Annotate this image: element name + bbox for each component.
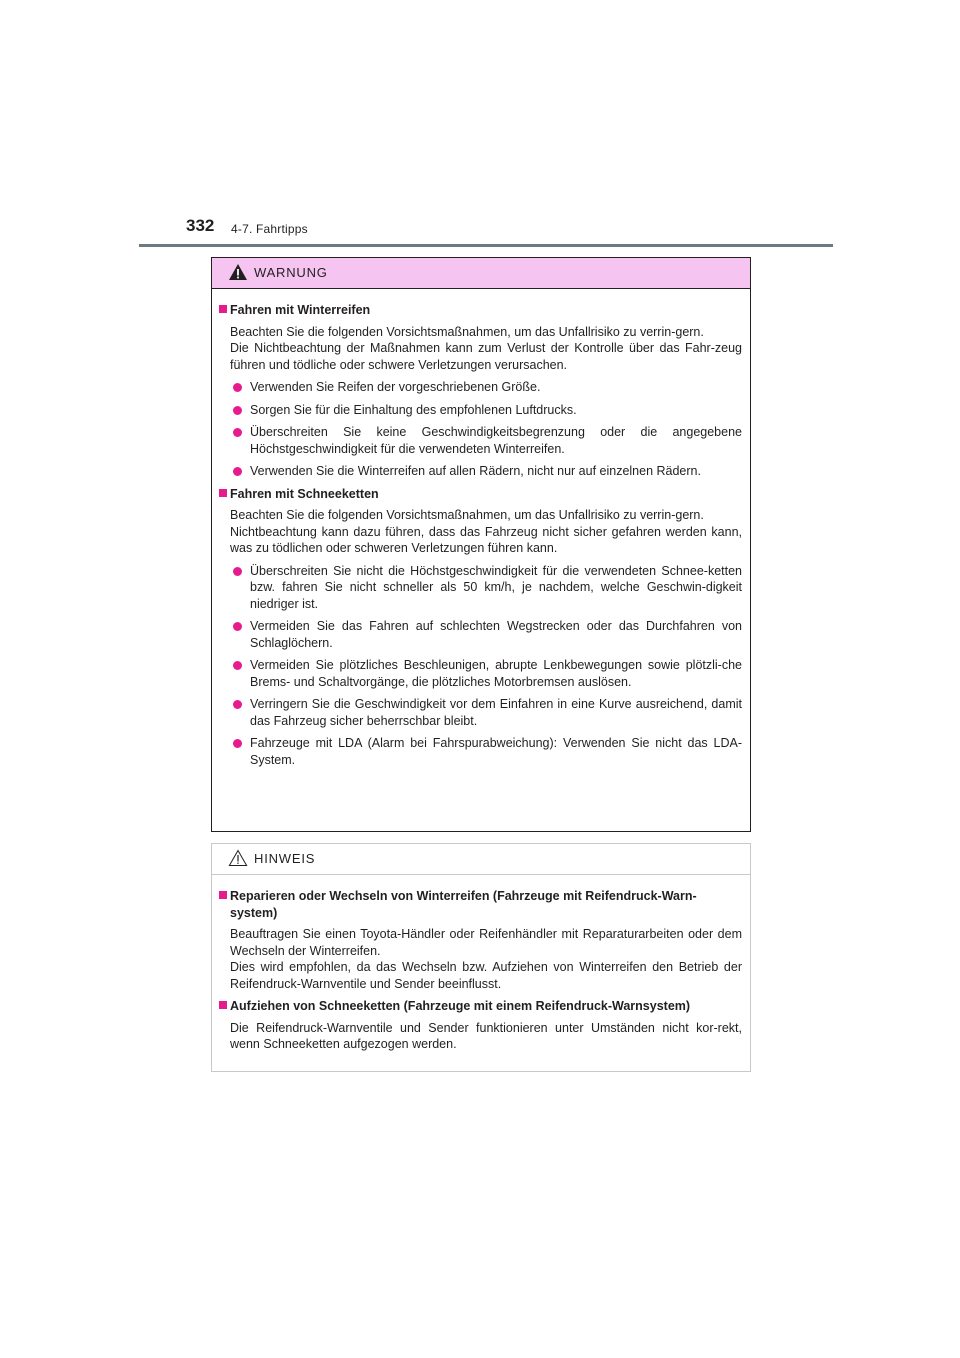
page-header [0,0,960,250]
paragraph: Nichtbeachtung kann dazu führen, dass das Fahrzeug nicht sicher gefahren werden kann, was zu tödlichen oder schweren Verletzungen führen kann. [230,524,742,555]
round-bullet-icon [233,406,242,415]
paragraph: Beachten Sie die folgenden Vorsichtsmaßnahmen, um das Unfallrisiko zu verrin-gern. [230,324,704,339]
round-bullet-icon [233,383,242,392]
square-bullet-icon [219,1001,227,1009]
section-paragraphs [219,1020,742,1053]
warning-header [212,258,750,289]
list-item: Verwenden Sie Reifen der vorgeschriebenen Größe. [219,379,742,396]
warning-triangle-icon [228,263,248,281]
page-number: 332 [186,216,215,235]
bullet-list [219,563,742,769]
paragraph: Die Nichtbeachtung der Maßnahmen kann zum Verlust der Kontrolle über das Fahr-zeug führen und tödliche oder schwere Verletzungen verursachen. [230,341,742,372]
warning-body [212,289,750,768]
section-heading: Fahren mit Winterreifen [219,302,742,319]
list-item: Sorgen Sie für die Einhaltung des empfohlenen Luftdrucks. [219,402,742,419]
section-heading: Aufziehen von Schneeketten (Fahrzeuge mit einem Reifendruck-Warnsystem) [219,998,742,1015]
paragraph: Die Reifendruck-Warnventile und Sender funktionieren unter Umständen nicht kor-rekt, wenn Schneeketten aufgezogen werden. [230,1020,742,1051]
notice-box [211,843,751,1072]
header-divider [139,244,833,247]
section-paragraphs [219,507,742,557]
square-bullet-icon [219,891,227,899]
notice-header [212,844,750,875]
round-bullet-icon [233,739,242,748]
notice-title: HINWEIS [254,851,316,866]
round-bullet-icon [233,428,242,437]
list-item: Verwenden Sie die Winterreifen auf allen Rädern, nicht nur auf einzelnen Rädern. [219,463,742,480]
list-item: Vermeiden Sie plötzliches Beschleunigen, abrupte Lenkbewegungen sowie plötzli-che Brems- und Schaltvorgänge, die plötzliches Motorbremsen auslösen. [219,657,742,690]
list-item: Vermeiden Sie das Fahren auf schlechten Wegstrecken oder das Durchfahren von Schlaglöchern. [219,618,742,651]
list-item: Fahrzeuge mit LDA (Alarm bei Fahrspurabweichung): Verwenden Sie nicht das LDA-System. [219,735,742,768]
list-item: Verringern Sie die Geschwindigkeit vor dem Einfahren in eine Kurve ausreichend, damit das Fahrzeug sicher beherrschbar bleibt. [219,696,742,729]
section-heading: Fahren mit Schneeketten [219,486,742,503]
round-bullet-icon [233,622,242,631]
section-paragraphs [219,926,742,992]
section-title: 4-7. Fahrtipps [231,222,308,236]
section-heading: Reparieren oder Wechseln von Winterreifen (Fahrzeuge mit Reifendruck-Warn-system) [219,888,742,921]
bullet-list [219,379,742,480]
caution-triangle-icon [228,849,248,867]
square-bullet-icon [219,489,227,497]
square-bullet-icon [219,305,227,313]
warning-box [211,257,751,832]
paragraph: Beachten Sie die folgenden Vorsichtsmaßnahmen, um das Unfallrisiko zu verrin-gern. [230,508,704,522]
round-bullet-icon [233,661,242,670]
list-item: Überschreiten Sie keine Geschwindigkeitsbegrenzung oder die angegebene Höchstgeschwindigkeit für die verwendeten Winterreifen. [219,424,742,457]
paragraph: Dies wird empfohlen, da das Wechseln bzw. Aufziehen von Winterreifen den Betrieb der Reifendruck-Warnventile und Sender beeinflusst. [230,960,742,991]
round-bullet-icon [233,567,242,576]
warning-title: WARNUNG [254,265,328,280]
section-paragraphs [219,324,742,374]
round-bullet-icon [233,700,242,709]
round-bullet-icon [233,467,242,476]
notice-body [212,875,750,1053]
list-item: Überschreiten Sie nicht die Höchstgeschwindigkeit für die verwendeten Schnee-ketten bzw. fahren Sie nicht schneller als 50 km/h, je nachdem, welche Geschwin-digkeit niedriger ist. [219,563,742,613]
paragraph: Beauftragen Sie einen Toyota-Händler oder Reifenhändler mit Reparaturarbeiten oder dem Wechseln der Winterreifen. [230,927,742,958]
